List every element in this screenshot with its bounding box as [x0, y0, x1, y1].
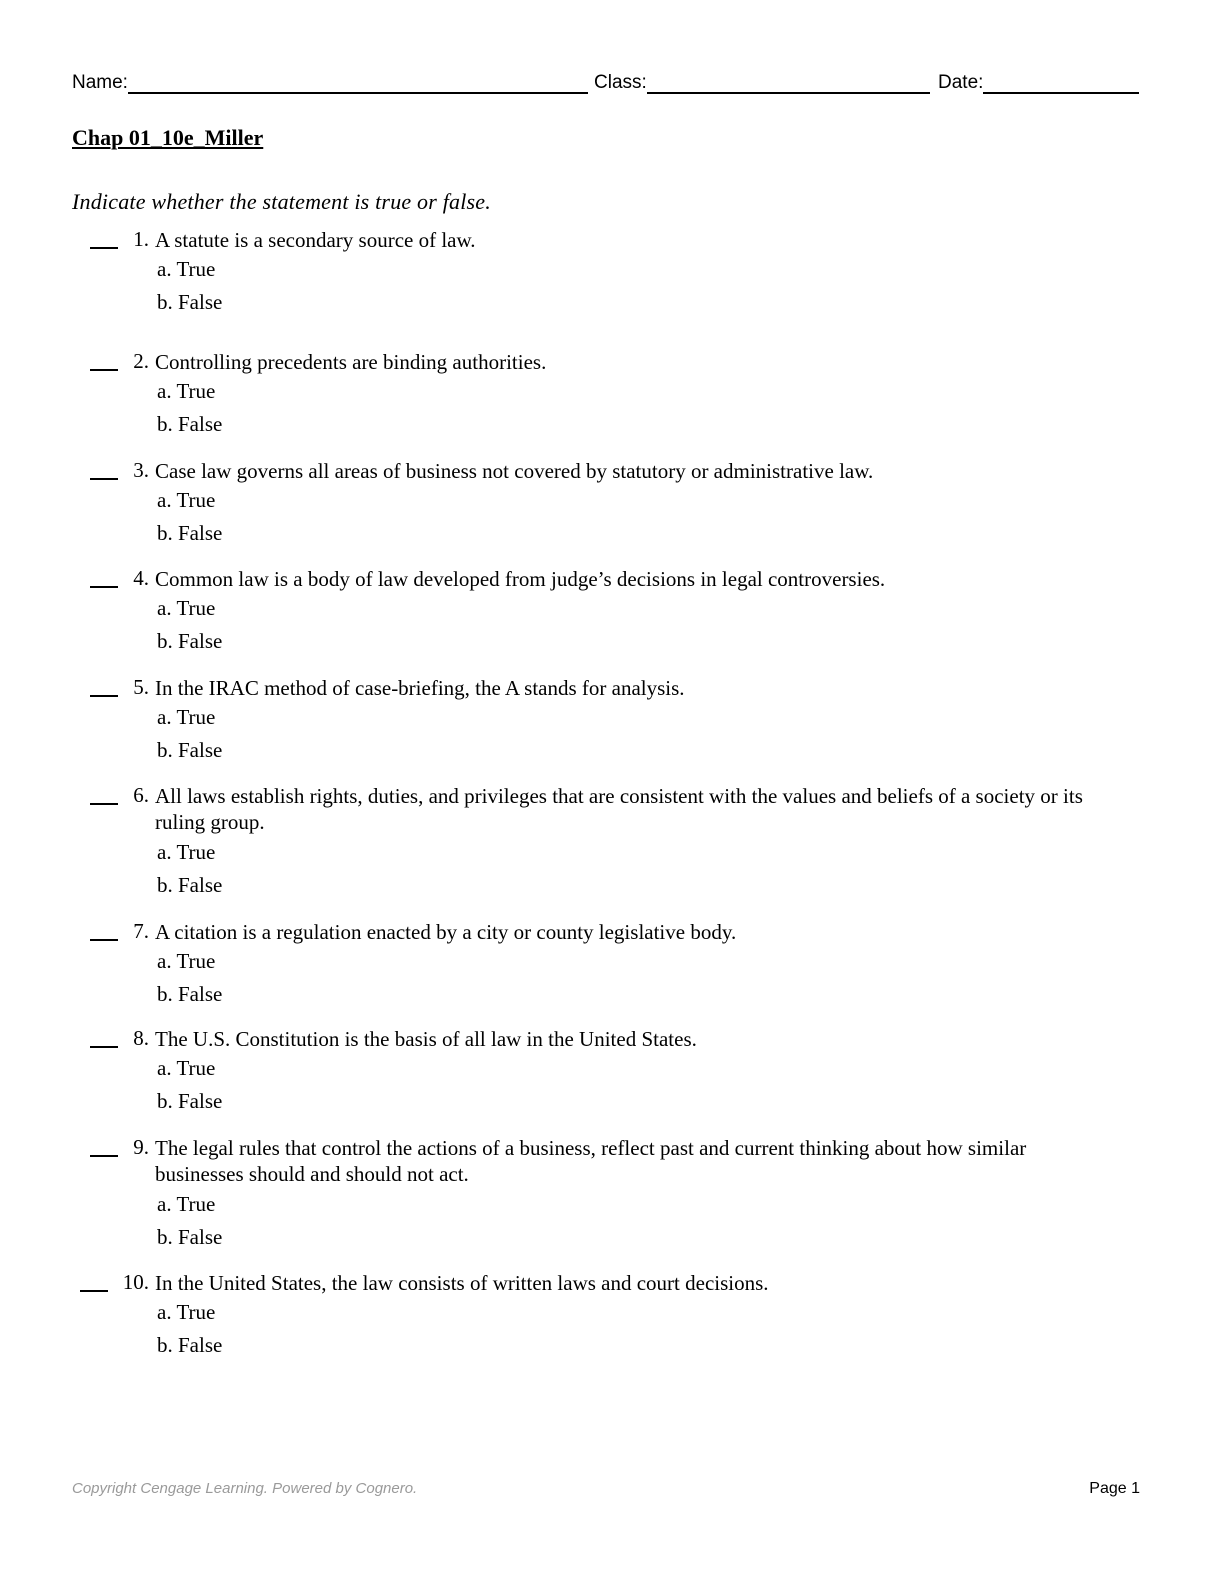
option-true[interactable]: a. True: [157, 257, 216, 281]
instructions: Indicate whether the statement is true or false.: [72, 189, 491, 214]
option-true[interactable]: a. True: [157, 488, 216, 512]
option-true[interactable]: a. True: [157, 1192, 216, 1216]
option-true[interactable]: a. True: [157, 840, 216, 864]
question-text: Common law is a body of law developed from judge’s decisions in legal controversies.: [155, 567, 886, 591]
question-text: All laws establish rights, duties, and privileges that are consistent with the values and beliefs of a society or its ruling group.: [155, 784, 1083, 834]
option-false[interactable]: b. False: [157, 1225, 223, 1249]
page-title: Chap 01_10e_Miller: [72, 125, 264, 150]
copyright-notice: Copyright Cengage Learning. Powered by Cognero.: [72, 1480, 418, 1497]
page-number: Page 1: [1089, 1480, 1140, 1497]
question-text: Case law governs all areas of business not covered by statutory or administrative law.: [155, 459, 874, 483]
date-label: Date:: [938, 72, 984, 93]
option-true[interactable]: a. True: [157, 949, 216, 973]
option-false[interactable]: b. False: [157, 412, 223, 436]
question-text: A citation is a regulation enacted by a city or county legislative body.: [155, 920, 737, 944]
question-text: The U.S. Constitution is the basis of all law in the United States.: [155, 1027, 697, 1051]
date-field[interactable]: [938, 72, 1139, 94]
option-false[interactable]: b. False: [157, 290, 223, 314]
name-field[interactable]: [72, 72, 588, 94]
option-false[interactable]: b. False: [157, 1333, 223, 1357]
class-label: Class:: [594, 72, 647, 93]
option-false[interactable]: b. False: [157, 1089, 223, 1113]
option-false[interactable]: b. False: [157, 629, 223, 653]
name-label: Name:: [72, 72, 128, 93]
class-blank[interactable]: [647, 72, 930, 94]
header: [72, 72, 1142, 96]
question-number: 8.: [133, 1026, 149, 1050]
option-true[interactable]: a. True: [157, 1300, 216, 1324]
option-false[interactable]: b. False: [157, 873, 223, 897]
question-text: A statute is a secondary source of law.: [155, 228, 476, 252]
question-text: In the United States, the law consists of written laws and court decisions.: [155, 1271, 769, 1295]
option-false[interactable]: b. False: [157, 982, 223, 1006]
class-field[interactable]: [594, 72, 930, 94]
option-true[interactable]: a. True: [157, 379, 216, 403]
question-number: 1.: [133, 227, 149, 251]
question-number: 7.: [133, 919, 149, 943]
question-number: 5.: [133, 675, 149, 699]
option-true[interactable]: a. True: [157, 705, 216, 729]
option-false[interactable]: b. False: [157, 738, 223, 762]
question-text: Controlling precedents are binding authorities.: [155, 350, 547, 374]
question-number: 10.: [122, 1270, 149, 1294]
name-blank[interactable]: [128, 72, 588, 94]
date-blank[interactable]: [983, 72, 1139, 94]
question-number: 9.: [133, 1135, 149, 1159]
question-text: The legal rules that control the actions of a business, reflect past and current thinking about how similar businesses should and should not act.: [155, 1136, 1027, 1186]
question-number: 6.: [133, 783, 149, 807]
option-false[interactable]: b. False: [157, 521, 223, 545]
question-number: 3.: [133, 458, 149, 482]
option-true[interactable]: a. True: [157, 596, 216, 620]
question-text: In the IRAC method of case-briefing, the A stands for analysis.: [155, 676, 685, 700]
option-true[interactable]: a. True: [157, 1056, 216, 1080]
question-number: 2.: [133, 349, 149, 373]
question-number: 4.: [133, 566, 149, 590]
